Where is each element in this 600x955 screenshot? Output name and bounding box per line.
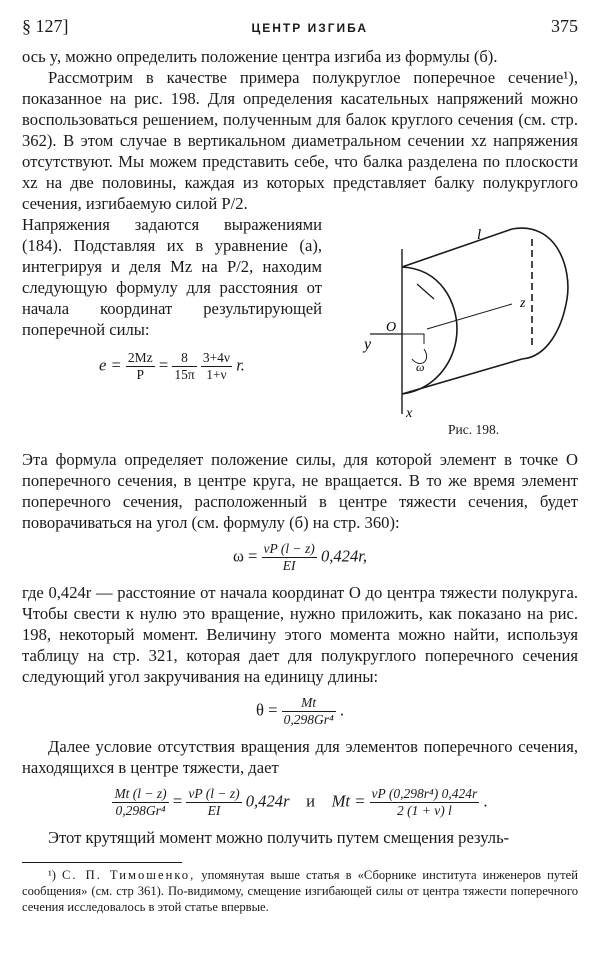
fraction [186,786,241,819]
figure-wrap-text [22,214,322,391]
fraction [370,786,480,819]
figure-198 [342,209,578,444]
beam-far-end [512,228,568,359]
figure-caption: Рис. 198. [448,422,500,437]
paragraph-2-wrap: Напряжения задаются выражениями (184). Подставляя их в уравнение (а), интегрируя и деля Mz на P/2, находим следующую формулу для расстояния от начала координат результирующей поперечной силы: [22,215,322,339]
equals-sign: = [158,355,169,375]
page-number: 375 [550,16,578,36]
formula-e-lhs: e = [99,355,122,375]
formula-theta [22,695,578,728]
paragraph-1: ось y, можно определить положение центра изгиба из формулы (б). [22,47,498,66]
paragraph-6: Этот крутящий момент можно получить путем смещения резуль- [48,828,510,847]
frac-num: 3+4ν [202,350,231,365]
footnote-divider [22,862,182,863]
frac-num: νP (0,298r⁴) 0,424r [371,786,478,801]
centroid-line [427,304,512,329]
frac-num: 2Mz [127,350,153,365]
formula-theta-tail: . [339,700,344,720]
conjunction: и [306,791,316,811]
label-omega: ω [416,360,425,374]
offset-marker [402,334,424,344]
formula-e [22,350,322,383]
formula-omega-tail: 0,424r, [320,546,368,566]
beam-top-edge [402,229,512,267]
footnote-marker: ¹) [48,868,56,882]
frac-num: νP (l − z) [188,786,240,801]
footnote-author: С. П. Тимошенко, [62,868,196,882]
frac-num: 8 [172,350,196,367]
figure-block [22,214,578,449]
formula-omega-lhs: ω = [232,546,258,566]
footnote-text: упомянутая выше статья в «Сборнике института инженеров путей сообщения» (см. стр 361). По-видимому, смещение изгибающей силы от центра тяжести поперечного сечения исследовалось в этой статье впервые. [22,868,578,914]
page-header [22,16,578,46]
section-number: § 127] [22,16,69,36]
fraction [282,695,336,728]
formula-mt-lhs: Mt = [331,791,366,811]
moment-arrow [417,284,434,299]
frac-num: Mt (l − z) [114,786,167,801]
label-O: O [386,320,397,335]
semicircular-beam-diagram [342,209,578,419]
frac-den: 2 (1 + ν) l [396,803,452,818]
front-semicircle [402,267,457,394]
label-y: y [364,336,372,353]
frac-den: 0,298Gr⁴ [283,712,334,727]
fraction [201,350,232,383]
formula-theta-lhs: θ = [255,700,278,720]
frac-den: 0,298Gr⁴ [115,803,166,818]
formula-mt-tail: . [483,791,488,811]
formula-e-tail: r. [236,355,245,375]
running-title: ЦЕНТР ИЗГИБА [251,21,368,35]
label-z: z [520,296,526,311]
formula-cond-tail: 0,424r [245,791,290,811]
frac-den: 1+ν [206,367,227,382]
label-x: x [406,406,413,419]
formula-condition [22,786,578,819]
paragraph-4: где 0,424r — расстояние от начала координат O до центра тяжести полукруга. Чтобы свести к нулю это вращение, нужно приложить, как показано на рис. 198, некоторый момент. Величину этого момента можно найти, используя таблицу на стр. 321, которая дает для полукруглого поперечного сечения следующий угол закручивания на единицу длины: [22,583,578,686]
frac-num: νP (l − z) [263,541,315,556]
label-l: l [477,227,482,243]
footnote [22,867,578,915]
formula-omega [22,541,578,574]
frac-num: Mt [282,695,336,712]
paragraph-5: Далее условие отсутствия вращения для элементов поперечного сечения, находящихся в центре тяжести, дает [22,737,578,777]
fraction [112,786,168,819]
equals-sign: = [172,791,183,811]
fraction [126,350,155,383]
frac-den: 15π [174,367,195,382]
paragraph-3: Эта формула определяет положение силы, для которой элемент в точке O поперечного сечения, в центре круга, не вращается. В то же время элемент поперечного сечения, расположенный в центре тяжести сечения, будет поворачиваться на угол (см. формулу (б) на стр. 360): [22,450,578,532]
paragraph-2: Рассмотрим в качестве примера полукруглое поперечное сечение¹), показанное на рис. 198. Для определения касательных напряжений можно воспользоваться решением, полученным для балок круглого сечения (см. стр. 362). В этом случае в вертикальном диаметральном сечении xz напряжения отсутствуют. Мы можем представить себе, что балка разделена по плоскости xz на две половины, каждая из которых представляет балку полукруглого сечения, изгибаемую силой P/2. [22,68,578,213]
frac-den: P [136,367,145,382]
frac-den: EI [207,803,221,818]
page [22,16,578,915]
fraction [172,350,196,383]
fraction [262,541,317,574]
frac-den: EI [282,558,296,573]
